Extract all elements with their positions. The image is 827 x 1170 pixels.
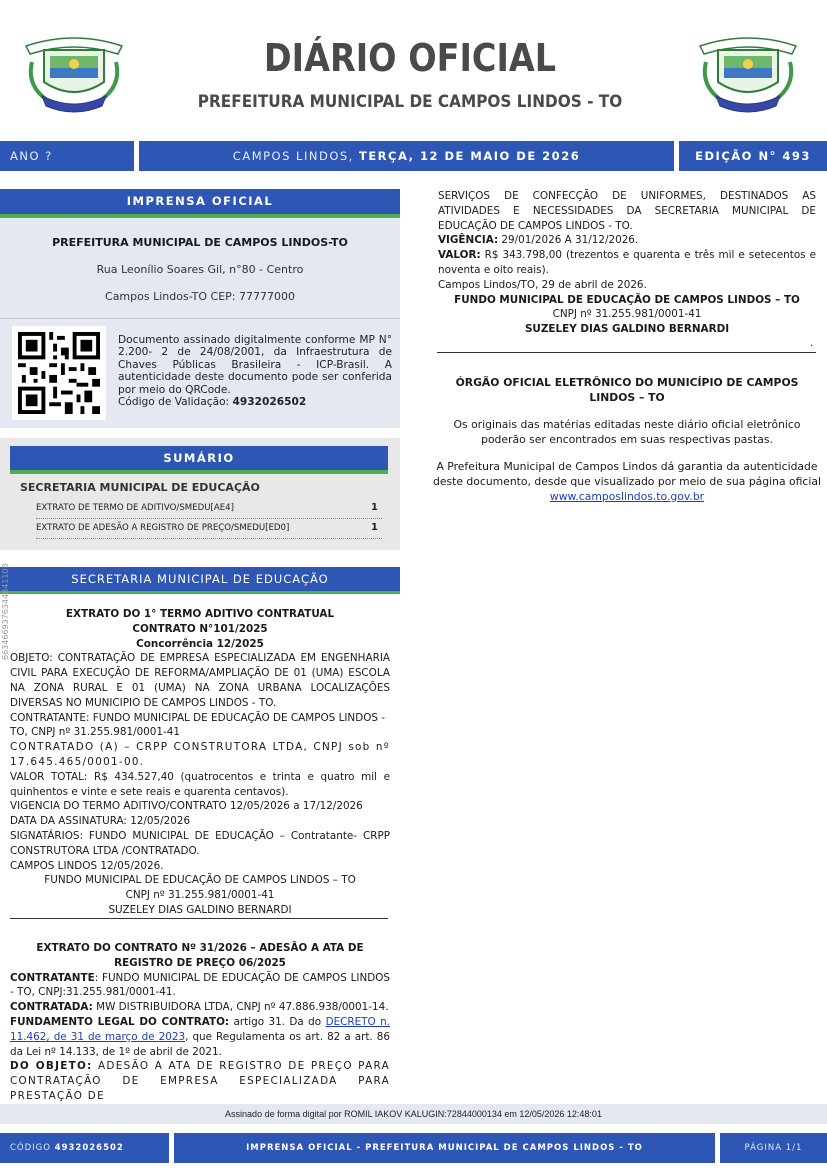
certification-body: Documento assinado digitalmente conforme MP N° 2.200- 2 de 24/08/2001, da Infraestrutura de Chaves Públicas Brasileira - ICP-Brasil. A autenticidade deste documento pode ser conferida por meio do QRCode. <box>118 334 392 396</box>
sumario-item-page: 1 <box>371 522 378 533</box>
edition-text: EDIÇÃO N° 493 <box>695 149 811 163</box>
objeto-continued: SERVIÇOS DE CONFECÇÃO DE UNIFORMES, DESTINADOS AS ATIVIDADES E NECESSIDADES DA SECRETARIA MUNICIPAL DE EDUCAÇÃO DE CAMPOS LINDOS - TO. <box>438 190 816 232</box>
contratante-value: : FUNDO MUNICIPAL DE EDUCAÇÃO DE CAMPOS LINDOS - TO, CNPJ:31.255.981/0001-41. <box>10 971 390 999</box>
edition-label <box>679 141 827 171</box>
signatarios: SIGNATÁRIOS: FUNDO MUNICIPAL DE EDUCAÇÃO – Contratante- CRPP CONSTRUTORA LTDA /CONTRATADO. <box>10 829 390 857</box>
qr-code[interactable] <box>12 326 106 420</box>
extrato-title: EXTRATO DO 1° TERMO ADITIVO CONTRATUAL <box>65 608 335 620</box>
digital-signature-bar: Assinado de forma digital por ROMIL IAKOV KALUGIN:72844000134 em 12/05/2026 12:48:01 <box>0 1104 827 1124</box>
decreto-link[interactable]: DECRETO n. 11.462, de 31 de março de 2023 <box>10 1015 390 1043</box>
footer-code <box>0 1133 169 1163</box>
garantia-text: A Prefeitura Municipal de Campos Lindos dá garantia da autenticidade deste documento, desde que visualizado por meio de sua página oficial <box>433 460 821 488</box>
page-number: PÁGINA 1/1 <box>744 1143 803 1153</box>
page-header <box>0 0 827 140</box>
sumario-accent-line <box>10 470 388 474</box>
footer-code-value: 4932026502 <box>54 1143 124 1153</box>
section-accent-line <box>0 591 400 594</box>
objeto-value: ADESÃO A ATA DE REGISTRO DE PREÇO PARA CONTRATAÇÃO DE EMPRESA ESPECIALIZADA PARA PRESTAÇÃO DE <box>10 1060 395 1102</box>
sumario-item-label: EXTRATO DE TERMO DE ADITIVO/SMEDU[AE4] <box>36 503 235 513</box>
footer-code-label: CÓDIGO <box>10 1143 55 1153</box>
contratante-label: CONTRATANTE <box>10 971 95 984</box>
vigencia-label: VIGÊNCIA: <box>438 234 499 247</box>
footer-center <box>174 1133 715 1163</box>
validation-code-label: Código de Validação: <box>118 396 233 409</box>
official-site-link[interactable]: www.camposlindos.to.gov.br <box>549 489 705 503</box>
sumario-item-label: EXTRATO DE ADESÃO A REGISTRO DE PREÇO/SMEDU[ED0] <box>36 523 290 533</box>
sumario-item[interactable] <box>36 499 382 519</box>
org-name: PREFEITURA MUNICIPAL DE CAMPOS LINDOS-TO <box>52 236 348 249</box>
contract-number: CONTRATO N°101/2025 <box>132 622 268 635</box>
extrato-adesao-continued <box>438 189 820 337</box>
fundamento-label: FUNDAMENTO LEGAL DO CONTRATO: <box>10 1015 230 1028</box>
date-bar <box>139 141 674 171</box>
municipal-crest-logo <box>694 32 802 114</box>
garantia-note <box>424 460 827 504</box>
certification-text <box>118 334 392 408</box>
originais-note: Os originais das matérias editadas neste diário oficial eletrônico poderão ser encontrados em suas respectivas pastas. <box>453 418 801 446</box>
contratada-label: CONTRATADA: <box>10 1001 93 1014</box>
footer-title: IMPRENSA OFICIAL - PREFEITURA MUNICIPAL DE CAMPOS LINDOS - TO <box>246 1143 643 1153</box>
extrato-adesao <box>10 941 395 1104</box>
valor-value: R$ 343.798,00 (trezentos e quarenta e três mil e setecentos e noventa e oito reais). <box>438 249 820 276</box>
qr-code-icon <box>18 332 100 414</box>
objeto-label: DO OBJETO: <box>10 1060 93 1073</box>
fundo-name: FUNDO MUNICIPAL DE EDUCAÇÃO DE CAMPOS LINDOS – TO <box>454 293 800 306</box>
contratada-value: MW DISTRIBUIDORA LTDA, CNPJ nº 47.886.938/0001-14. <box>92 1001 389 1014</box>
sumario-item-page: 1 <box>371 502 378 513</box>
org-address: Rua Leonílio Soares Gil, n°80 - Centro <box>96 263 304 276</box>
panel-divider <box>0 318 400 319</box>
date-text: TERÇA, 12 DE MAIO DE 2026 <box>358 149 581 163</box>
sumario-item[interactable] <box>36 519 382 539</box>
objeto: OBJETO: CONTRATAÇÃO DE EMPRESA ESPECIALIZADA EM ENGENHARIA CIVIL PARA EXECUÇÃO DE REFORMA/AMPLIAÇÃO DE 01 (UMA) ESCOLA NA ZONA RURAL E 01 (UMA) NA ZONA URBANA LOCALIZAÇÕES DIVERSAS NO MUNICIPIO DE CAMPOS LINDOS - TO. <box>10 652 390 709</box>
signer-name: SUZELEY DIAS GALDINO BERNARDI <box>524 323 730 336</box>
signer-name: SUZELEY DIAS GALDINO BERNARDI <box>108 903 292 916</box>
fundamento-text: artigo 31. Da do <box>229 1015 326 1028</box>
side-document-code: 6634669376344841103 <box>1 563 10 660</box>
year-text: ANO ? <box>10 149 53 163</box>
local-data: CAMPOS LINDOS 12/05/2026. <box>10 859 164 872</box>
page-title: DIÁRIO OFICIAL <box>263 36 557 80</box>
contratante: CONTRATANTE: FUNDO MUNICIPAL DE EDUCAÇÃO DE CAMPOS LINDOS - TO, CNPJ nº 31.255.981/0001-41 <box>10 711 386 739</box>
orgao-title: ÓRGÃO OFICIAL ELETRÔNICO DO MUNICÍPIO DE CAMPOS LINDOS – TO <box>455 376 799 404</box>
extrato-aditivo <box>10 607 390 918</box>
sumario-section-title: SECRETARIA MUNICIPAL DE EDUCAÇÃO <box>20 481 260 494</box>
imprensa-header: IMPRENSA OFICIAL <box>0 189 400 214</box>
sumario-header: SUMÁRIO <box>10 446 388 470</box>
section-header: SECRETARIA MUNICIPAL DE EDUCAÇÃO <box>0 567 400 591</box>
concorrencia: Concorrência 12/2025 <box>136 637 264 650</box>
year-label <box>0 141 134 171</box>
city-text: CAMPOS LINDOS, <box>232 149 359 163</box>
fundo-cnpj: CNPJ nº 31.255.981/0001-41 <box>552 308 702 321</box>
extrato-divider <box>10 918 388 919</box>
trailing-dot: . <box>810 337 814 349</box>
org-cep: Campos Lindos-TO CEP: 77777000 <box>105 290 295 303</box>
extrato-title: EXTRATO DO CONTRATO Nº 31/2026 – ADESÃO A ATA DE REGISTRO DE PREÇO 06/2025 <box>36 942 364 969</box>
fundamento-text: , que Regulamenta os art. 82 a art. 86 da Lei nº 14.133, de 1º de abril de 2021. <box>10 1030 390 1058</box>
vigencia-value: 29/01/2026 A 31/12/2026. <box>498 234 639 247</box>
fundo-name: FUNDO MUNICIPAL DE EDUCAÇÃO DE CAMPOS LINDOS – TO <box>44 874 356 887</box>
footer-page <box>720 1133 827 1163</box>
validation-code: 4932026502 <box>232 396 307 409</box>
contratado: CONTRATADO (A) – CRPP CONSTRUTORA LTDA, CNPJ sob nº 17.645.465/0001-00. <box>10 741 390 768</box>
valor-label: VALOR: <box>438 249 481 262</box>
data-assinatura: DATA DA ASSINATURA: 12/05/2026 <box>10 815 191 828</box>
local-data: Campos Lindos/TO, 29 de abril de 2026. <box>438 278 647 291</box>
valor-total: VALOR TOTAL: R$ 434.527,40 (quatrocentos e trinta e quatro mil e quinhentos e vinte e sete reais e quarenta centavos). <box>10 770 390 798</box>
municipal-crest-logo <box>20 32 128 114</box>
fundo-cnpj: CNPJ nº 31.255.981/0001-41 <box>125 889 275 902</box>
extrato-divider <box>437 352 816 353</box>
vigencia: VIGENCIA DO TERMO ADITIVO/CONTRATO 12/05/2026 a 17/12/2026 <box>10 800 363 813</box>
page-subtitle: PREFEITURA MUNICIPAL DE CAMPOS LINDOS - TO <box>197 92 623 112</box>
